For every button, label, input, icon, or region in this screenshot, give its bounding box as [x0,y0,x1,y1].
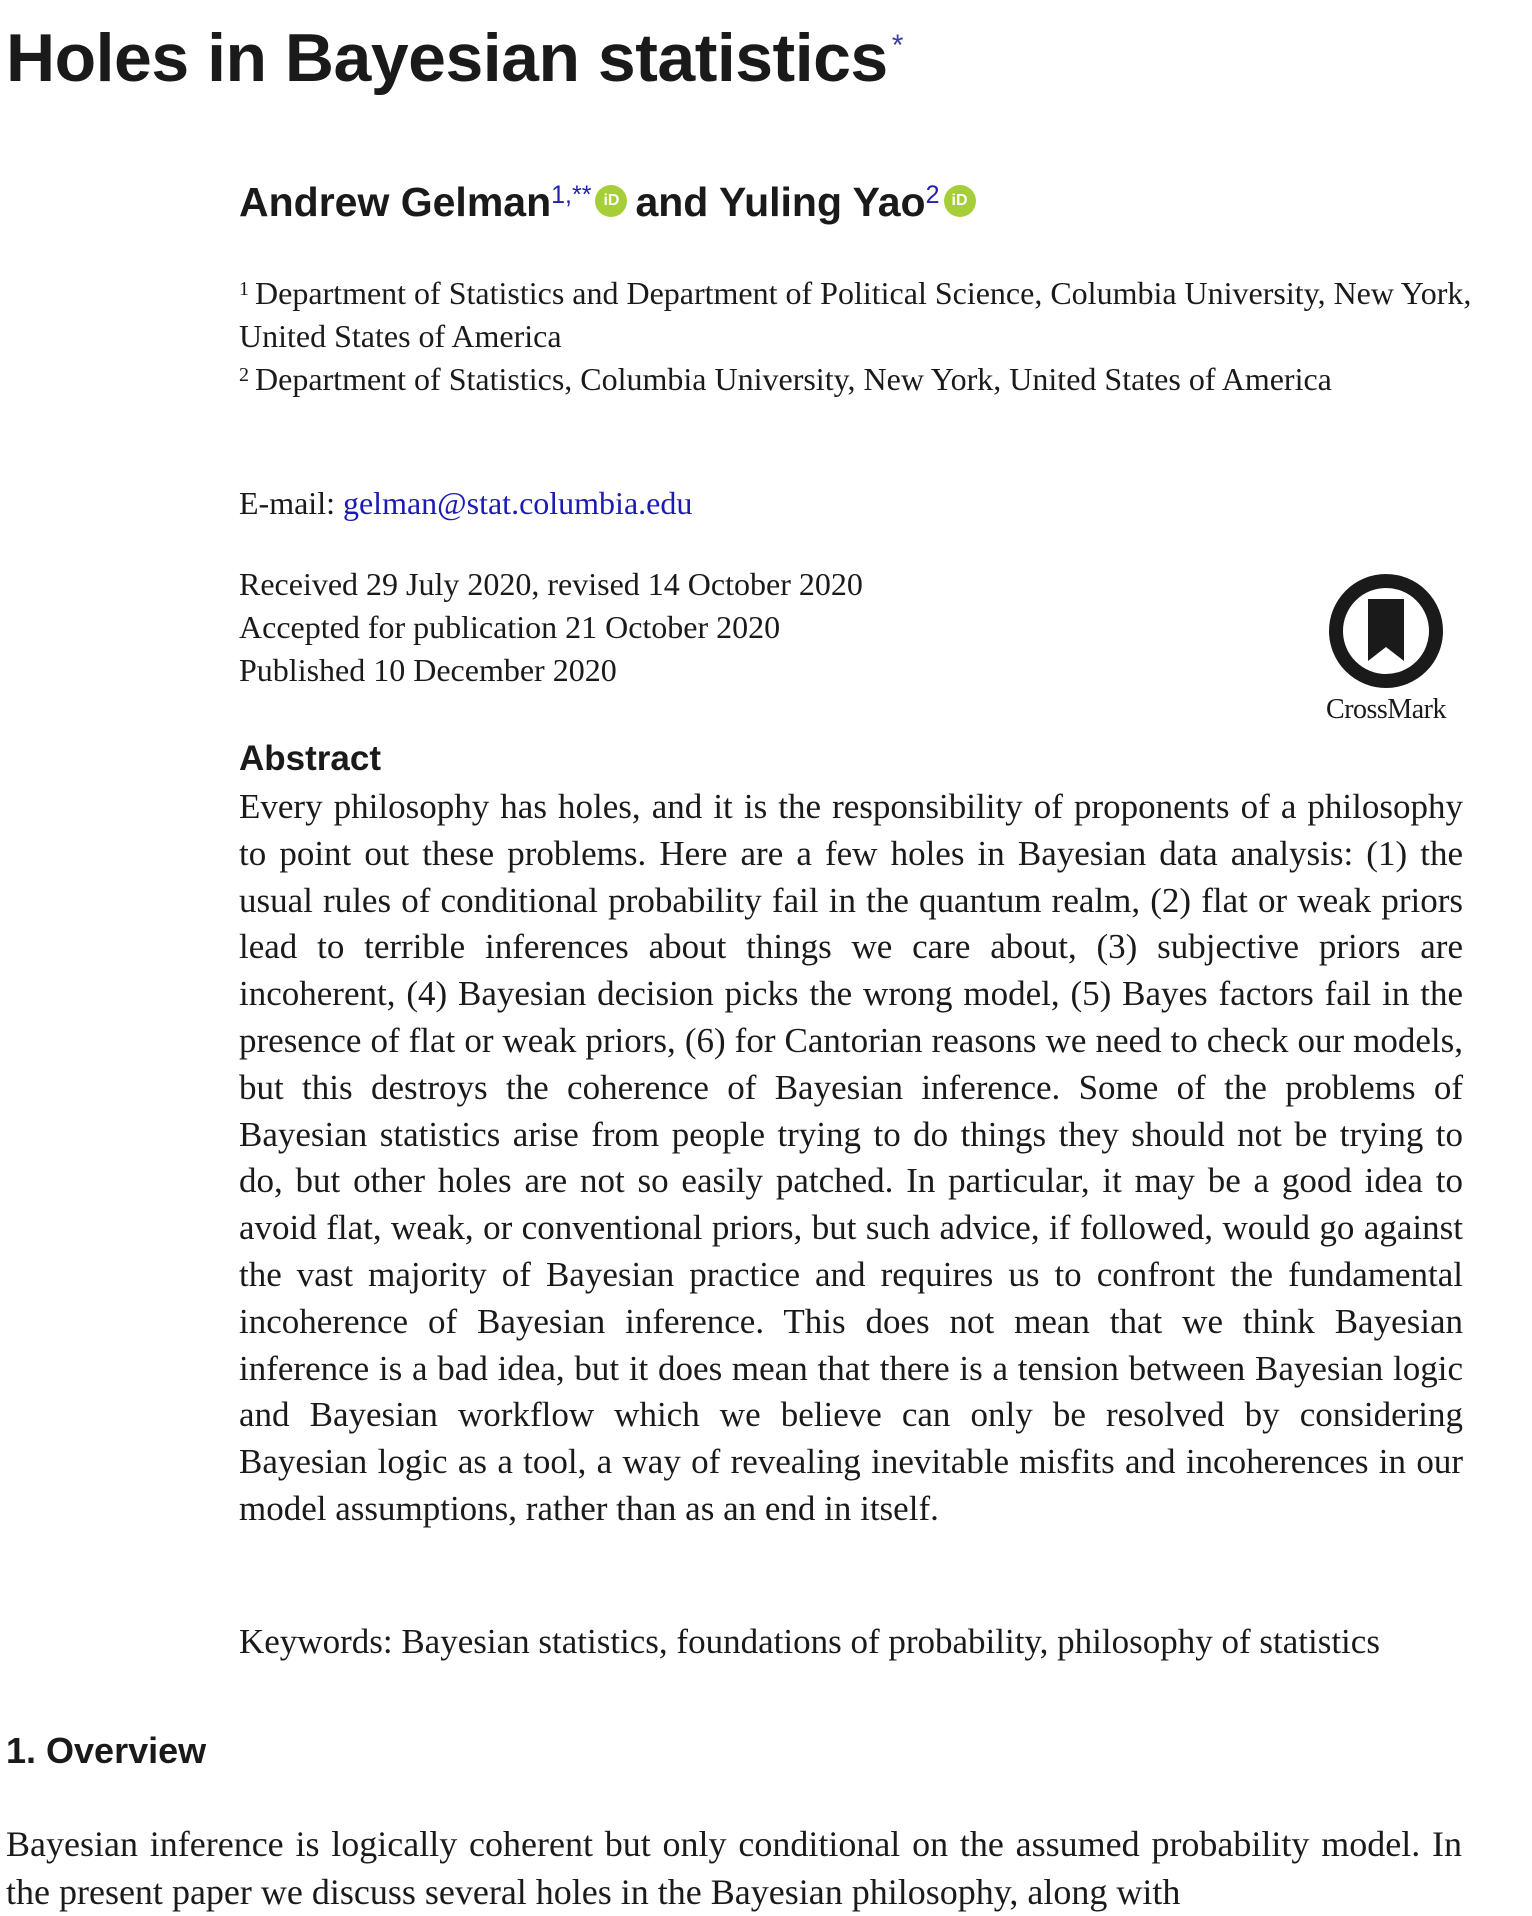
orcid-icon[interactable]: iD [595,185,627,217]
date-published: Published 10 December 2020 [239,652,617,688]
crossmark-badge[interactable] [1314,573,1458,724]
affiliation-number: 1 [239,278,249,300]
section-heading-overview: 1. Overview [6,1730,207,1771]
affiliations [239,272,1474,401]
date-received: Received 29 July 2020, revised 14 October 2020 [239,566,863,602]
affiliation-text: Department of Statistics and Department of Political Science, Columbia University, New York, United States of America [239,275,1472,354]
paper-title [6,18,903,100]
publication-dates [239,563,1474,692]
abstract-heading: Abstract [239,739,381,778]
author-affiliation-mark[interactable]: 2 [925,181,940,209]
affiliation-item [239,272,1474,358]
title-footnote-mark[interactable]: * [891,29,903,62]
author-name: Yuling Yao [719,179,926,225]
author-joiner: and [635,179,709,225]
date-accepted: Accepted for publication 21 October 2020 [239,609,781,645]
paper-title-text: Holes in Bayesian statistics [6,20,888,96]
body-paragraph: Bayesian inference is logically coherent but only conditional on the assumed probability model. In the present paper we discuss several holes in the Bayesian philosophy, along with [6,1824,1462,1912]
affiliation-item [239,358,1474,401]
affiliation-number: 2 [239,364,249,386]
author-list [239,178,984,227]
orcid-icon[interactable]: iD [944,185,976,217]
email-link[interactable]: gelman@stat.columbia.edu [342,485,693,521]
affiliation-text: Department of Statistics, Columbia University, New York, United States of America [255,361,1332,397]
email-line [239,482,1474,525]
author-name: Andrew Gelman [239,179,552,225]
crossmark-label: CrossMark [1326,694,1446,725]
abstract-text: Every philosophy has holes, and it is the responsibility of proponents of a philosophy to point out these problems. Here are a few holes in Bayesian data analysis: (1) the usual rules of conditional probability fail in the quantum realm, (2) flat or weak priors lead to terrible inferences about things we care about, (3) subjective priors are incoherent, (4) Bayesian decision picks the wrong model, (5) Bayes factors fail in the presence of flat or weak priors, (6) for Cantorian reasons we need to check our models, but this destroys the coherence of Bayesian inference. Some of the problems of Bayesian statistics arise from people trying to do things they should not be trying to do, but other holes are not so easily patched. In particular, it may be a good idea to avoid flat, weak, or conventional priors, but such advice, if followed, would go against the vast majority of Bayesian practice and requires us to confront the fundamental incoherence of Bayesian inference. This does not mean that we think Bayesian inference is a bad idea, but it does mean that there is a tension between Bayesian logic and Bayesian workflow which we believe can only be resolved by considering Bayesian logic as a tool, a way of revealing inevitable misfits and incoherences in our model assumptions, rather than as an end in itself. [239,787,1463,1528]
email-label: E-mail: [239,485,335,521]
keywords: Keywords: Bayesian statistics, foundations of probability, philosophy of statistics [239,1622,1380,1661]
crossmark-icon [1328,573,1444,689]
author-affiliation-mark[interactable]: 1,** [551,181,592,209]
